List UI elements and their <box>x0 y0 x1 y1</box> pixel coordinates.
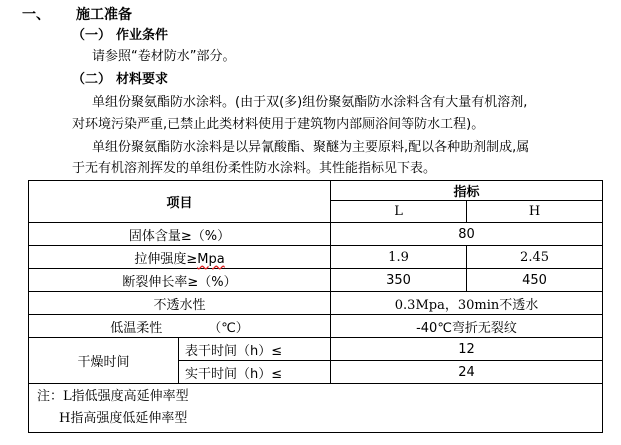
row-value-tensile-h: 2.45 <box>467 246 603 269</box>
row-label-tensile-unit: Mpa <box>197 251 225 267</box>
table-note <box>29 384 603 433</box>
subsection-number: （二） <box>72 72 112 87</box>
row-label-flexibility-text: 低温柔性 <box>110 320 163 336</box>
row-label-elongation: 断裂伸长率≥（%） <box>29 269 331 292</box>
row-value-impermeability: 0.3Mpa，30min不透水 <box>331 292 603 315</box>
row-value-elongation-h: 450 <box>467 269 603 292</box>
section-title: 施工准备 <box>76 7 132 23</box>
row-label-hard-dry: 实干时间（h）≤ <box>179 361 331 384</box>
note-line: H指高强度低延伸率型 <box>59 411 188 426</box>
row-label-tensile-text: 拉伸强度≥ <box>134 251 198 267</box>
header-col-h: H <box>467 201 603 223</box>
header-index: 指标 <box>331 181 603 201</box>
subsection-title: 作业条件 <box>116 28 169 43</box>
row-value-hard-dry: 24 <box>331 361 603 384</box>
subsection-number: （一） <box>72 28 112 43</box>
row-label-impermeability: 不透水性 <box>29 292 331 315</box>
paragraph-line: 单组份聚氨酯防水涂料是以异氰酸酯、聚醚为主要原料,配以各种助剂制成,属 <box>92 140 530 155</box>
paragraph-line: 单组份聚氨酯防水涂料。(由于双(多)组份聚氨酯防水涂料含有大量有机溶剂, <box>92 95 528 110</box>
subsection-title: 材料要求 <box>116 72 169 87</box>
row-label-flexibility-unit: （℃） <box>208 320 249 336</box>
row-value-surface-dry: 12 <box>331 338 603 361</box>
paragraph-line: 对环境污染严重,已禁止此类材料使用于建筑物内部厕浴间等防水工程)。 <box>72 117 485 132</box>
row-value-flexibility: -40℃弯折无裂纹 <box>331 315 603 338</box>
row-value-solid: 80 <box>331 223 603 246</box>
row-value-tensile-l: 1.9 <box>331 246 467 269</box>
note-line: 注：L指低强度高延伸率型 <box>37 389 189 404</box>
row-value-elongation-l: 350 <box>331 269 467 292</box>
row-label-flexibility <box>29 315 331 338</box>
header-item: 项目 <box>29 181 331 223</box>
performance-table <box>28 180 603 433</box>
row-label-solid: 固体含量≥（%） <box>29 223 331 246</box>
header-col-l: L <box>331 201 467 223</box>
paragraph-line: 于无有机溶剂挥发的单组份柔性防水涂料。其性能指标见下表。 <box>72 161 437 176</box>
row-label-surface-dry: 表干时间（h）≤ <box>179 338 331 361</box>
row-label-tensile <box>29 246 331 269</box>
section-number: 一、 <box>22 7 50 23</box>
row-label-drying: 干燥时间 <box>29 338 179 384</box>
paragraph: 请参照“卷材防水”部分。 <box>92 49 236 64</box>
